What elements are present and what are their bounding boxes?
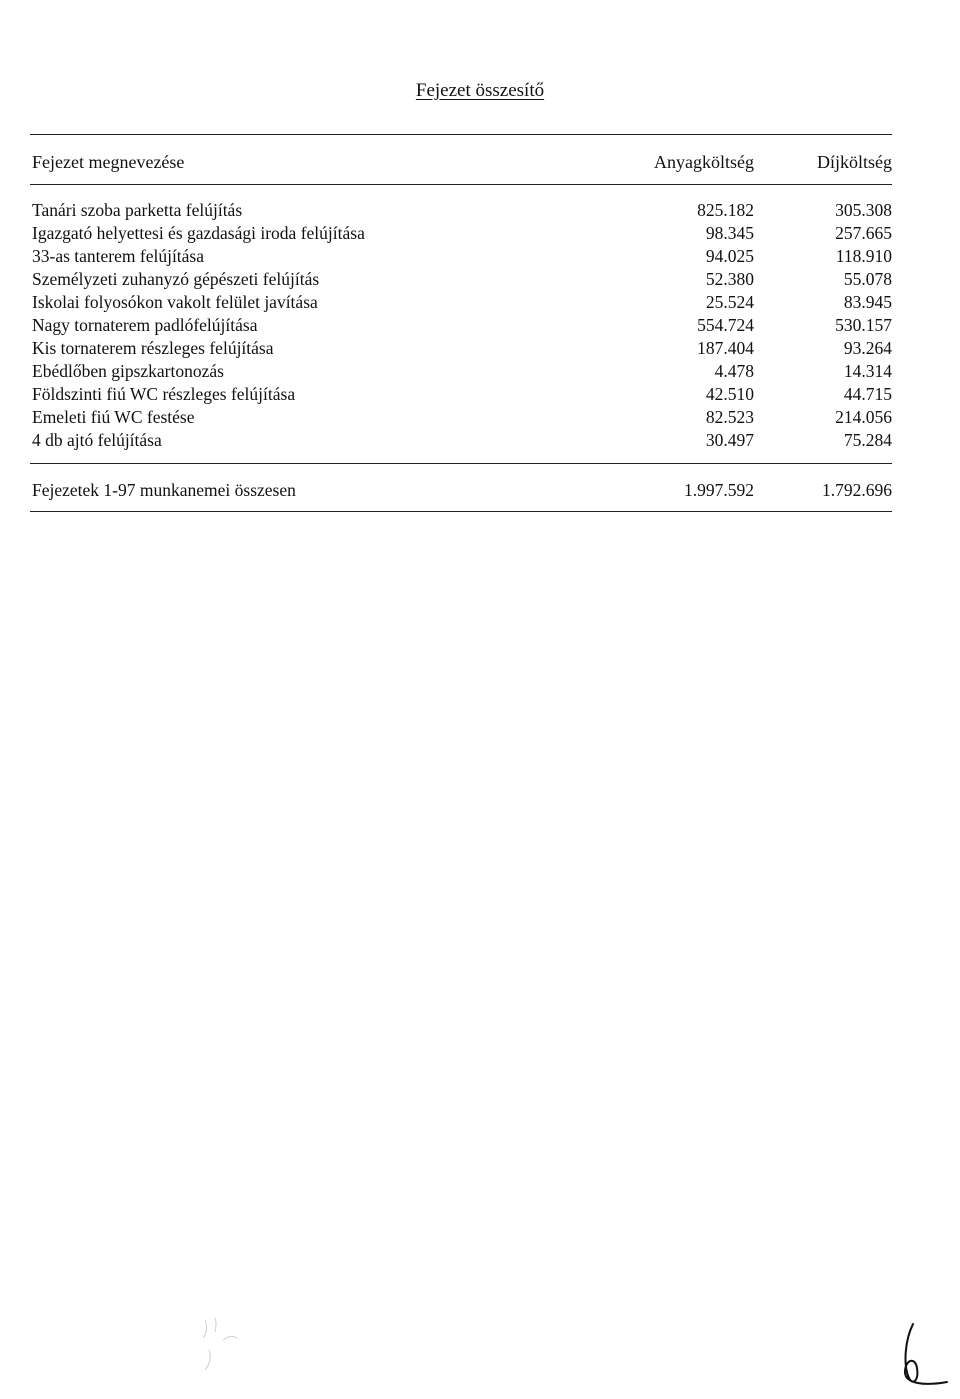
row-material: 98.345 <box>705 223 754 243</box>
row-name: 4 db ajtó felújítása <box>32 430 162 450</box>
header-name: Fejezet megnevezése <box>32 152 185 172</box>
table-header <box>32 151 892 173</box>
header-bottom-rule <box>30 184 892 185</box>
total-fee: 1.792.696 <box>822 480 892 500</box>
row-fee: 14.314 <box>843 361 892 381</box>
header-material: Anyagköltség <box>654 152 754 172</box>
row-fee: 257.665 <box>835 223 892 243</box>
row-name: Személyzeti zuhanyzó gépészeti felújítás <box>32 269 320 289</box>
header-top-rule <box>30 134 892 135</box>
row-name: Emeleti fiú WC festése <box>32 407 195 427</box>
row-material: 82.523 <box>705 407 754 427</box>
row-fee: 83.945 <box>843 292 892 312</box>
table-row <box>32 314 892 336</box>
table-row <box>32 245 892 267</box>
table-row <box>32 337 892 359</box>
row-name: Nagy tornaterem padlófelújítása <box>32 315 258 335</box>
table-row <box>32 383 892 405</box>
row-name: Iskolai folyosókon vakolt felület javítása <box>32 292 318 312</box>
row-name: Földszinti fiú WC részleges felújítása <box>32 384 296 404</box>
total-row <box>32 479 892 501</box>
table-row <box>32 199 892 221</box>
total-material: 1.997.592 <box>684 480 754 500</box>
table-row <box>32 360 892 382</box>
row-fee: 530.157 <box>835 315 892 335</box>
row-material: 94.025 <box>705 246 754 266</box>
signature-initial <box>895 1320 955 1390</box>
row-name: 33-as tanterem felújítása <box>32 246 205 266</box>
row-material: 4.478 <box>714 361 754 381</box>
total-bottom-rule <box>30 511 892 512</box>
header-fee: Díjköltség <box>817 152 892 172</box>
row-material: 187.404 <box>697 338 754 358</box>
row-fee: 118.910 <box>835 246 892 266</box>
row-material: 42.510 <box>705 384 754 404</box>
row-material: 25.524 <box>705 292 754 312</box>
row-fee: 214.056 <box>835 407 892 427</box>
row-fee: 55.078 <box>843 269 892 289</box>
row-fee: 44.715 <box>843 384 892 404</box>
table-row <box>32 406 892 428</box>
row-fee: 305.308 <box>835 200 892 220</box>
table-row <box>32 268 892 290</box>
scan-smudge <box>175 1310 265 1390</box>
table-row <box>32 429 892 451</box>
row-material: 52.380 <box>705 269 754 289</box>
row-fee: 93.264 <box>843 338 892 358</box>
row-name: Kis tornaterem részleges felújítása <box>32 338 274 358</box>
total-name: Fejezetek 1-97 munkanemei összesen <box>32 480 296 500</box>
row-material: 30.497 <box>705 430 754 450</box>
table-row <box>32 291 892 313</box>
total-top-rule <box>30 463 892 464</box>
row-fee: 75.284 <box>843 430 892 450</box>
table-row <box>32 222 892 244</box>
page-title: Fejezet összesítő <box>415 80 545 101</box>
row-name: Ebédlőben gipszkartonozás <box>32 361 224 381</box>
row-name: Tanári szoba parketta felújítás <box>32 200 243 220</box>
row-name: Igazgató helyettesi és gazdasági iroda felújítása <box>32 223 365 243</box>
row-material: 825.182 <box>697 200 754 220</box>
row-material: 554.724 <box>697 315 754 335</box>
